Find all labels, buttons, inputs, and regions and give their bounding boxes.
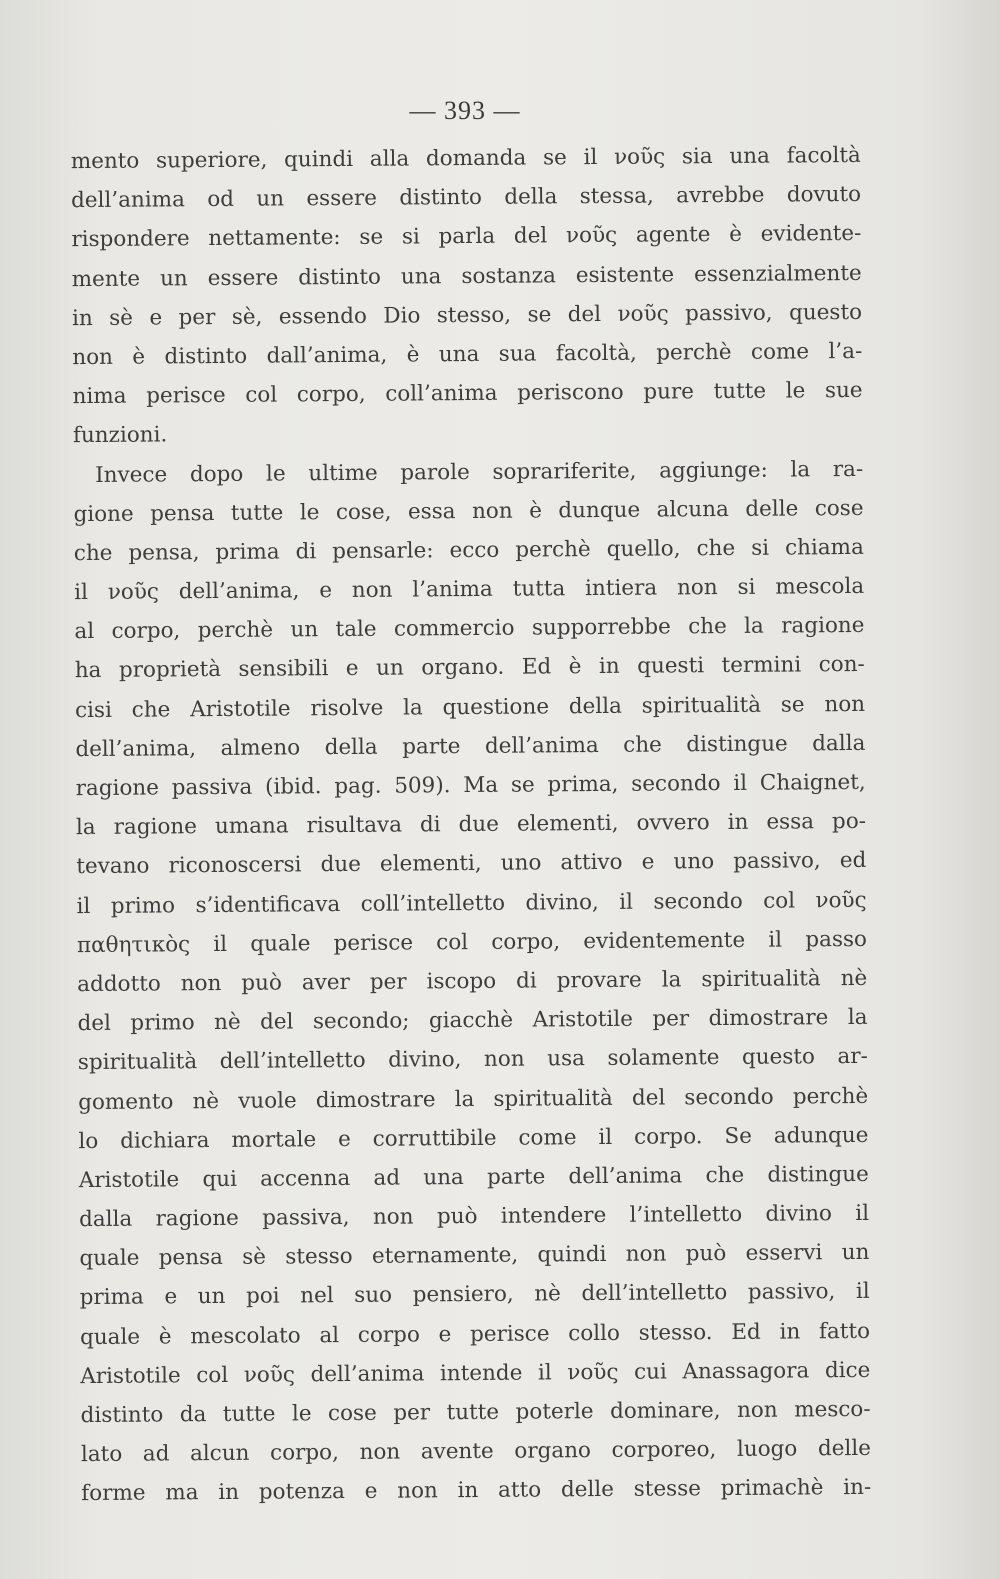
text-line: gione pensa tutte le cose, essa non è dunque alcuna delle cose	[73, 495, 864, 527]
text-line: Invece dopo le ultime parole soprariferite, aggiunge: la ra-	[95, 456, 864, 488]
text-line: in sè e per sè, essendo Dio stesso, se del νοῦς passivo, questo	[71, 299, 863, 331]
text-line: mento superiore, quindi alla domanda se il νοῦς sia una facoltà	[70, 142, 861, 175]
text-line: Aristotile col νοῦς dell’anima intende il νοῦς cui Anassagora dice	[80, 1357, 871, 1389]
body-text	[71, 136, 872, 1514]
text-line: spiritualità dell’intelletto divino, non usa solamente questo ar-	[77, 1044, 868, 1076]
text-line: Aristotile qui accenna ad una parte dell’anima che distingue	[78, 1161, 869, 1193]
text-line: del primo nè del secondo; giacchè Aristotile per dimostrare la	[77, 1005, 868, 1037]
text-line: la ragione umana risultava di due elementi, ovvero in essa po-	[75, 809, 867, 841]
text-line: tevano riconoscersi due elementi, uno attivo e uno passivo, ed	[76, 848, 867, 880]
text-line: distinto da tutte le cose per tutte poterle dominare, non mesco-	[80, 1396, 871, 1429]
text-line: lato ad alcun corpo, non avente organo corporeo, luogo delle	[80, 1436, 872, 1468]
text-line: non è distinto dall’anima, è una sua facoltà, perchè come l’a-	[72, 338, 863, 371]
text-line: dalla ragione passiva, non può intendere l’intelletto divino il	[78, 1200, 870, 1233]
text-line: prima e un poi nel suo pensiero, nè dell’intelletto passivo, il	[79, 1279, 870, 1311]
text-line: dell’anima od un essere distinto della stessa, avrebbe dovuto	[70, 182, 862, 214]
text-line: cisi che Aristotile risolve la questione della spiritualità se non	[74, 691, 866, 723]
text-line: il νοῦς dell’anima, e non l’anima tutta intiera non si mescola	[74, 573, 865, 606]
page-number: — 393 —	[409, 96, 521, 125]
text-line: dell’anima, almeno della parte dell’anima che distingue dalla	[75, 730, 866, 762]
text-line: quale è mescolato al corpo e perisce collo stesso. Ed in fatto	[79, 1318, 871, 1350]
text-line: forme ma in potenza e non in atto delle stesse primachè in-	[81, 1475, 872, 1507]
text-line: mente un essere distinto una sostanza esistente essenzialmente	[71, 260, 862, 292]
text-line: ha proprietà sensibili e un organo. Ed è in questi termini con-	[74, 652, 865, 684]
text-line: funzioni.	[72, 422, 168, 449]
text-line: παθητικὸς il quale perisce col corpo, evidentemente il passo	[76, 926, 868, 958]
text-line: nima perisce col corpo, coll’anima periscono pure tutte le sue	[72, 378, 863, 410]
text-line: lo dichiara mortale e corruttibile come il corpo. Se adunque	[78, 1122, 869, 1154]
text-line: addotto non può aver per iscopo di provare la spiritualità nè	[77, 965, 868, 998]
text-line: ragione passiva (ibid. pag. 509). Ma se prima, secondo il Chaignet,	[75, 769, 866, 802]
text-line: il primo s’identificava coll’intelletto divino, il secondo col νοῦς	[76, 887, 867, 919]
text-line: quale pensa sè stesso eternamente, quindi non può esservi un	[79, 1240, 870, 1272]
text-line: che pensa, prima di pensarle: ecco perchè quello, che si chiama	[73, 534, 864, 566]
text-line: gomento nè vuole dimostrare la spiritualità del secondo perchè	[78, 1083, 869, 1115]
text-line: al corpo, perchè un tale commercio supporrebbe che la ragione	[74, 613, 865, 645]
text-line: rispondere nettamente: se si parla del νοῦς agente è evidente-	[71, 221, 862, 253]
